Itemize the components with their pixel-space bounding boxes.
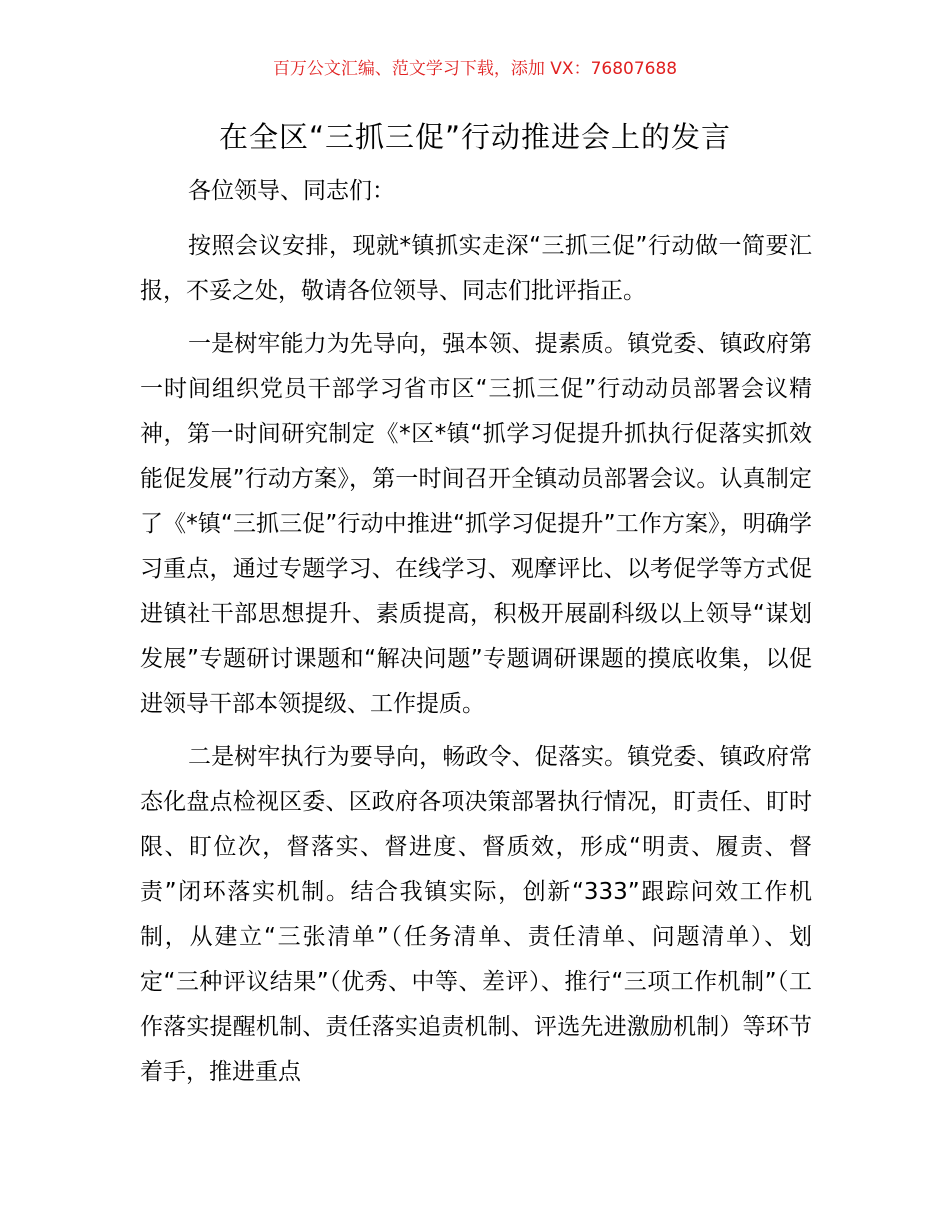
paragraph-point-one: 一是树牢能力为先导向，强本领、提素质。镇党委、镇政府第一时间组织党员干部学习省市区“三抓三促”行动动员部署会议精神，第一时间研究制定《*区*镇“抓学习促提升抓执行促落实抓效能促发展”行动方案》，第一时间召开全镇动员部署会议。认真制定了《*镇“三抓三促”行动中推进“抓学习促提升”工作方案》，明确学习重点，通过专题学习、在线学习、观摩评比、以考促学等方式促进镇社干部思想提升、素质提高，积极开展副科级以上领导“谋划发展”专题研讨课题和“解决问题”专题调研课题的摸底收集，以促进领导干部本领提级、工作提质。 <box>140 331 812 717</box>
document-title: 在全区“三抓三促”行动推进会上的发言 <box>218 120 732 154</box>
paragraph-point-two: 二是树牢执行为要导向，畅政令、促落实。镇党委、镇政府常态化盘点检视区委、区政府各项决策部署执行情况，盯责任、盯时限、盯位次，督落实、督进度、督质效，形成“明责、履责、督责”闭环落实机制。结合我镇实际，创新“333”跟踪问效工作机制，从建立“三张清单”（任务清单、责任清单、问题清单）、划定“三种评议结果”（优秀、中等、差评）、推行“三项工作机制”（工作落实提醒机制、责任落实追责机制、评选先进激励机制）等环节着手，推进重点 <box>140 744 812 1085</box>
paragraph-intro: 按照会议安排，现就*镇抓实走深“三抓三促”行动做一简要汇报，不妥之处，敬请各位领导、同志们批评指正。 <box>140 233 812 304</box>
watermark-header: 百万公文汇编、范文学习下载，添加 VX：76807688 <box>272 59 678 79</box>
document-body <box>140 224 812 1103</box>
salutation: 各位领导、同志们： <box>188 178 395 204</box>
